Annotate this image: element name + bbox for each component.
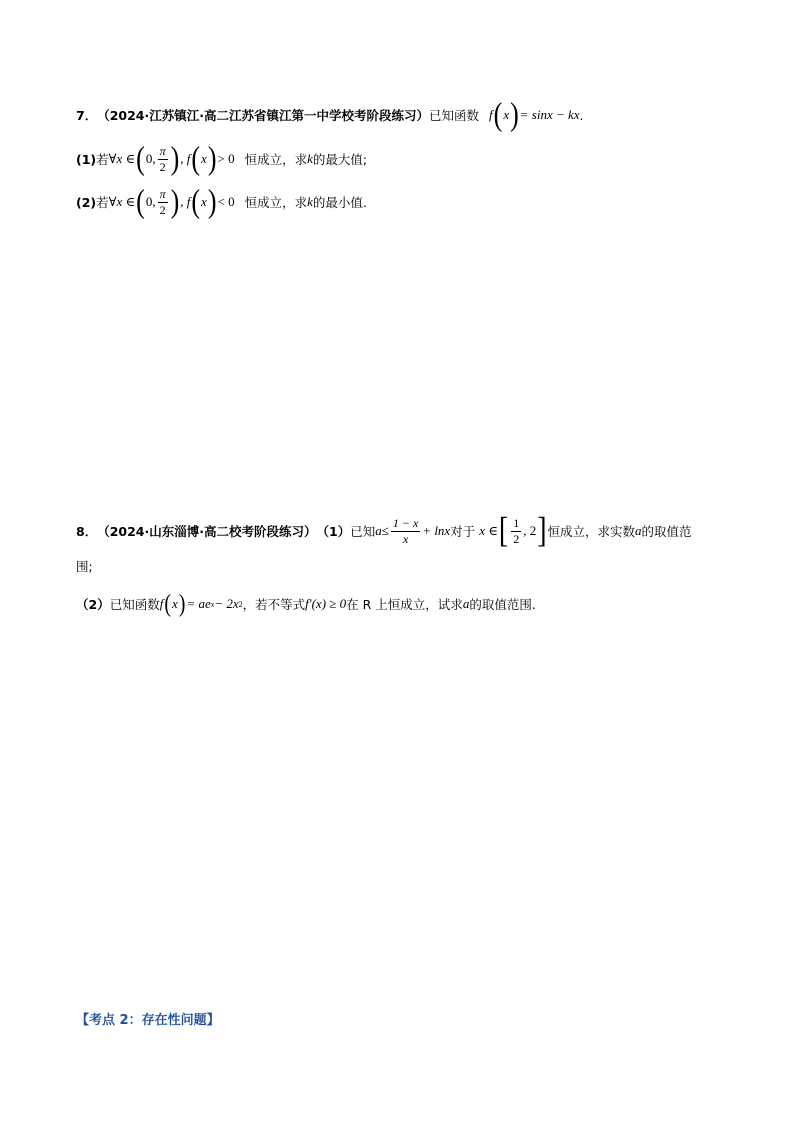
- q7-part2-open: (: [136, 183, 145, 220]
- q7-period: .: [579, 107, 584, 123]
- q8-source: （2024·山东淄博·高二校考阶段练习）: [97, 524, 317, 539]
- q8-part2-open: (: [164, 590, 172, 618]
- q8-part2-text2: 在 R 上恒成立，试求: [346, 597, 463, 612]
- q7-func-name: f: [489, 107, 493, 122]
- q8-part2-sup-x: x: [210, 599, 215, 609]
- q8-part2-x: x: [172, 596, 178, 611]
- q7-part1-interval-left: 0,: [145, 151, 156, 166]
- q7-part1-f-close: ): [207, 140, 217, 177]
- q7-part1-ineq: > 0: [217, 151, 235, 166]
- q8-part1-label: （1）: [316, 524, 351, 539]
- two-denominator: 2: [159, 159, 166, 174]
- q8-part1-tail: 的取值范: [641, 524, 692, 539]
- q7-part2: [76, 184, 367, 220]
- q8-part1-wrap-text: 围;: [76, 559, 93, 574]
- q7-header: [76, 96, 584, 133]
- q8-part2-deriv: f′(x) ≥ 0: [305, 596, 347, 611]
- q7-part2-pi-over-2: [158, 188, 168, 216]
- q7-part1-text2: 的最大值;: [312, 152, 368, 167]
- q7-func-var: x: [503, 107, 510, 122]
- q7-part1-f-open: (: [191, 140, 201, 177]
- two-denominator: 2: [159, 202, 166, 217]
- q7-part2-text2: 的最小值.: [312, 195, 367, 210]
- q7-part1-x: x: [201, 151, 207, 166]
- q7-part2-interval-left: 0,: [145, 194, 156, 209]
- q8-part1-le: ≤: [381, 523, 389, 538]
- q8-part2-f: f: [159, 596, 164, 611]
- q8-part1-x-in: x ∈: [479, 523, 498, 538]
- q8-part2-label: （2）: [76, 597, 110, 612]
- q8-number: 8．: [76, 524, 98, 539]
- q7-part2-forall: ∀x ∈: [108, 194, 136, 209]
- q8-part2-intro: 已知函数: [109, 597, 160, 612]
- q8-part2-text1: ，若不等式: [242, 597, 306, 612]
- pi-numerator: π: [159, 186, 166, 201]
- q7-part1-forall: ∀x ∈: [108, 151, 136, 166]
- q7-part1-k: k: [307, 151, 313, 166]
- q7-intro: 已知函数: [429, 108, 480, 123]
- q7-part1-open: (: [136, 140, 145, 177]
- q8-part2-rhs1: = ae: [186, 596, 211, 611]
- q7-part2-f-close: ): [207, 183, 217, 220]
- q8-part2-tail: 的取值范围.: [469, 597, 536, 612]
- q8-part2-sup-2: 2: [238, 599, 243, 609]
- q7-source: （2024·江苏镇江·高二江苏省镇江第一中学校考阶段练习）: [97, 108, 429, 123]
- q7-part2-ineq: < 0: [217, 194, 235, 209]
- q7-part2-label: (2): [76, 194, 97, 210]
- q7-part2-comma-f: , f: [180, 194, 191, 209]
- half-denominator: 2: [513, 531, 520, 546]
- topic-heading: 【考点 2：存在性问题】: [76, 1013, 220, 1028]
- q7-close-paren: ): [510, 96, 519, 133]
- q8-part2-a: a: [462, 596, 470, 611]
- q8-part1-interval-rest: , 2: [523, 523, 537, 538]
- q8-part1-fraction: [391, 517, 420, 545]
- q7-part2-text1: 恒成立，求: [244, 195, 308, 210]
- q8-part1-open-bracket: [: [498, 510, 509, 551]
- q8-part1-for: 对于: [450, 524, 476, 539]
- q8-part1: [76, 511, 692, 551]
- q8-part1-plus-ln: + lnx: [422, 523, 451, 538]
- q8-part1-close-bracket: ]: [537, 510, 547, 551]
- q8-part1-a: a: [375, 523, 382, 538]
- q8-part2-rhs2: − 2x: [214, 596, 239, 611]
- q7-part1-close: ): [170, 140, 180, 177]
- q7-part2-f-open: (: [191, 183, 201, 220]
- q7-part2-x: x: [201, 194, 207, 209]
- q7-number: 7．: [76, 108, 98, 123]
- q7-part1-comma-f: , f: [180, 151, 191, 166]
- q8-part1-half: [511, 517, 521, 545]
- q7-part1-text1: 恒成立，求: [244, 152, 308, 167]
- q7-part2-if: 若: [96, 195, 109, 210]
- q7-func-rhs: = sinx − kx: [519, 107, 580, 122]
- half-numerator: 1: [513, 515, 520, 530]
- q7-part2-close: ): [170, 183, 180, 220]
- q7-part1-if: 若: [96, 152, 109, 167]
- q7-part1-label: (1): [76, 151, 97, 167]
- q7-part2-k: k: [307, 194, 313, 209]
- fraction-denominator: x: [402, 531, 409, 546]
- q8-part1-text: 恒成立，求实数: [547, 524, 636, 539]
- q8-part2: [76, 592, 536, 616]
- q8-part1-a2: a: [635, 523, 642, 538]
- q8-part1-intro: 已知: [350, 524, 376, 539]
- q7-part1-pi-over-2: [158, 145, 168, 173]
- q8-part1-wrap: [76, 556, 93, 576]
- fraction-numerator: 1 − x: [392, 515, 419, 530]
- pi-numerator: π: [159, 143, 166, 158]
- q7-open-paren: (: [493, 96, 503, 133]
- q7-part1: [76, 141, 367, 177]
- q8-part2-close: ): [178, 590, 186, 618]
